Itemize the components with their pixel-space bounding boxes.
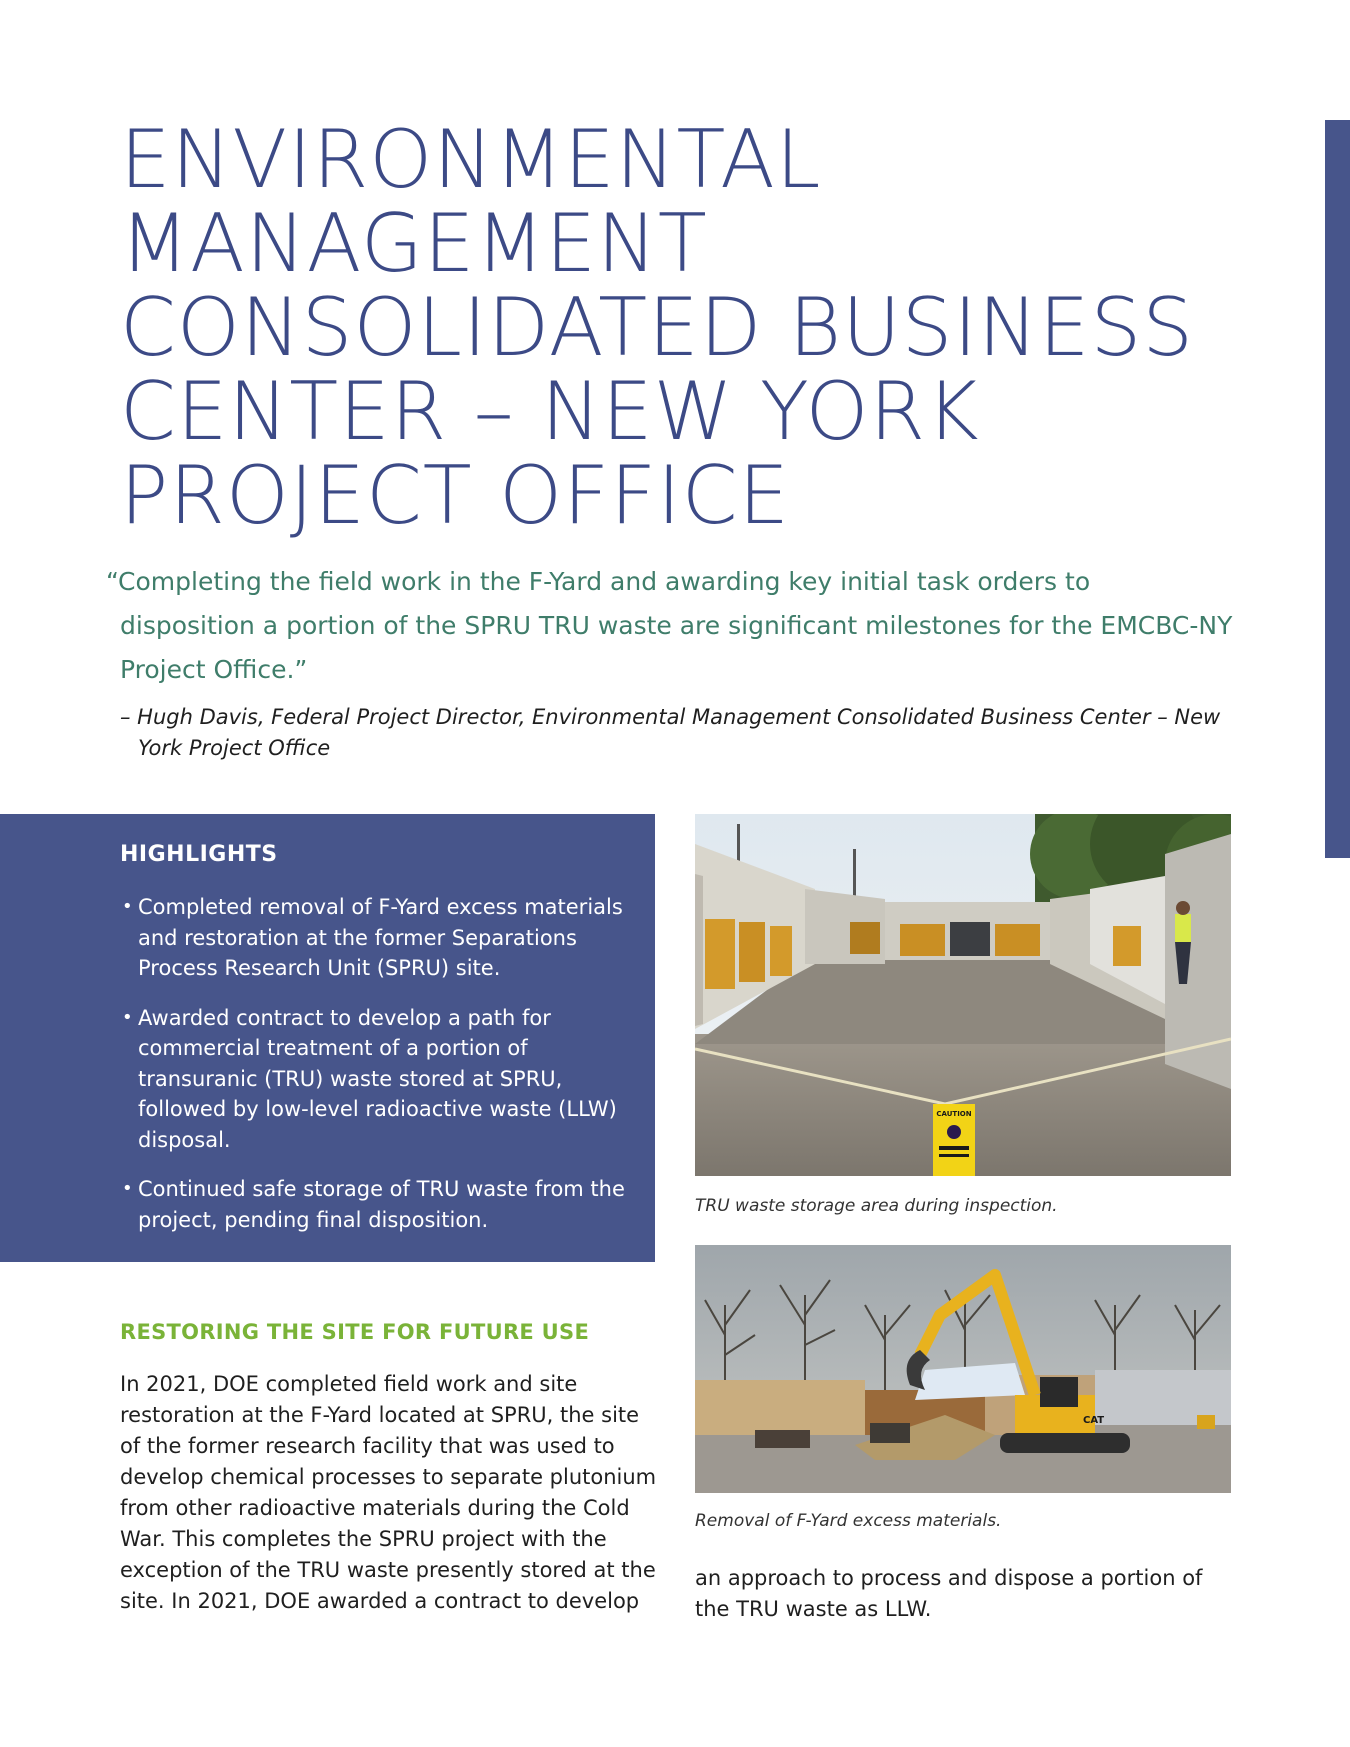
photo-caption: TRU waste storage area during inspection.: [695, 1196, 1058, 1216]
photo-fyard-removal: [695, 1245, 1231, 1493]
title-line: MANAGEMENT: [120, 197, 708, 290]
side-tab: [1325, 120, 1350, 858]
body-line: from other radioactive materials during the Cold: [120, 1496, 630, 1520]
highlight-line: commercial treatment of a portion of: [138, 1036, 528, 1060]
body-line: of the former research facility that was used to: [120, 1434, 615, 1458]
photo-caption: Removal of F-Yard excess materials.: [695, 1511, 1002, 1531]
highlight-line: followed by low-level radioactive waste (LLW): [138, 1097, 617, 1121]
highlight-line: disposal.: [138, 1127, 231, 1152]
bullet-icon: •: [122, 1006, 133, 1028]
page-title: [120, 113, 1220, 542]
highlight-line: Awarded contract to develop a path for: [138, 1005, 551, 1030]
body-line: the TRU waste as LLW.: [695, 1597, 932, 1621]
highlight-line: Process Research Unit (SPRU) site.: [138, 956, 501, 980]
highlight-line: and restoration at the former Separations: [138, 925, 577, 950]
highlight-line: Continued safe storage of TRU waste from the: [138, 1177, 625, 1201]
body-text-column-2: [695, 1563, 1240, 1625]
body-line: develop chemical processes to separate plutonium: [120, 1465, 657, 1489]
body-line: exception of the TRU waste presently stored at the: [120, 1558, 656, 1582]
body-line: site. In 2021, DOE awarded a contract to develop: [120, 1589, 640, 1613]
quote-line: “Completing the field work in the F-Yard and awarding key initial task orders to: [106, 567, 1091, 596]
quote-line: Project Office.”: [120, 655, 308, 684]
highlight-line: transuranic (TRU) waste stored at SPRU,: [138, 1066, 563, 1091]
pull-quote: [106, 560, 1256, 692]
bullet-icon: •: [122, 1178, 133, 1199]
body-line: restoration at the F-Yard located at SPRU, the site: [120, 1403, 640, 1427]
body-line: In 2021, DOE completed field work and site: [120, 1372, 578, 1396]
highlights-list: [120, 892, 640, 1254]
body-text-column-1: [120, 1369, 665, 1617]
photo-tru-storage: [695, 814, 1231, 1176]
title-line: ENVIRONMENTAL: [120, 113, 822, 206]
excavator-text: CAT: [1083, 1415, 1105, 1426]
caution-sign-text: CAUTION: [936, 1110, 972, 1118]
highlights-box: [0, 814, 655, 1262]
photo-fyard-removal-image: [695, 1245, 1231, 1493]
bullet-icon: •: [122, 896, 133, 917]
attribution-line: – Hugh Davis, Federal Project Director, Environmental Management Consolidated Business Center – New: [120, 705, 1221, 729]
attribution-line: York Project Office: [138, 736, 331, 760]
highlight-item: [120, 1003, 640, 1156]
quote-line: disposition a portion of the SPRU TRU waste are significant milestones for the EMCBC-NY: [120, 611, 1233, 640]
title-line: CONSOLIDATED BUSINESS: [120, 281, 1195, 374]
title-line: PROJECT OFFICE: [120, 449, 791, 542]
title-line: CENTER – NEW YORK: [120, 365, 980, 458]
quote-attribution: [120, 702, 1240, 764]
section-heading: RESTORING THE SITE FOR FUTURE USE: [120, 1320, 590, 1344]
highlights-heading: HIGHLIGHTS: [120, 842, 278, 867]
photo-tru-storage-image: [695, 814, 1231, 1176]
highlight-item: [120, 892, 640, 984]
body-line: an approach to process and dispose a portion of: [695, 1566, 1203, 1590]
highlight-item: [120, 1174, 640, 1235]
highlight-line: Completed removal of F-Yard excess materials: [138, 895, 623, 919]
highlight-line: project, pending final disposition.: [138, 1207, 489, 1232]
body-line: War. This completes the SPRU project with the: [120, 1527, 607, 1551]
